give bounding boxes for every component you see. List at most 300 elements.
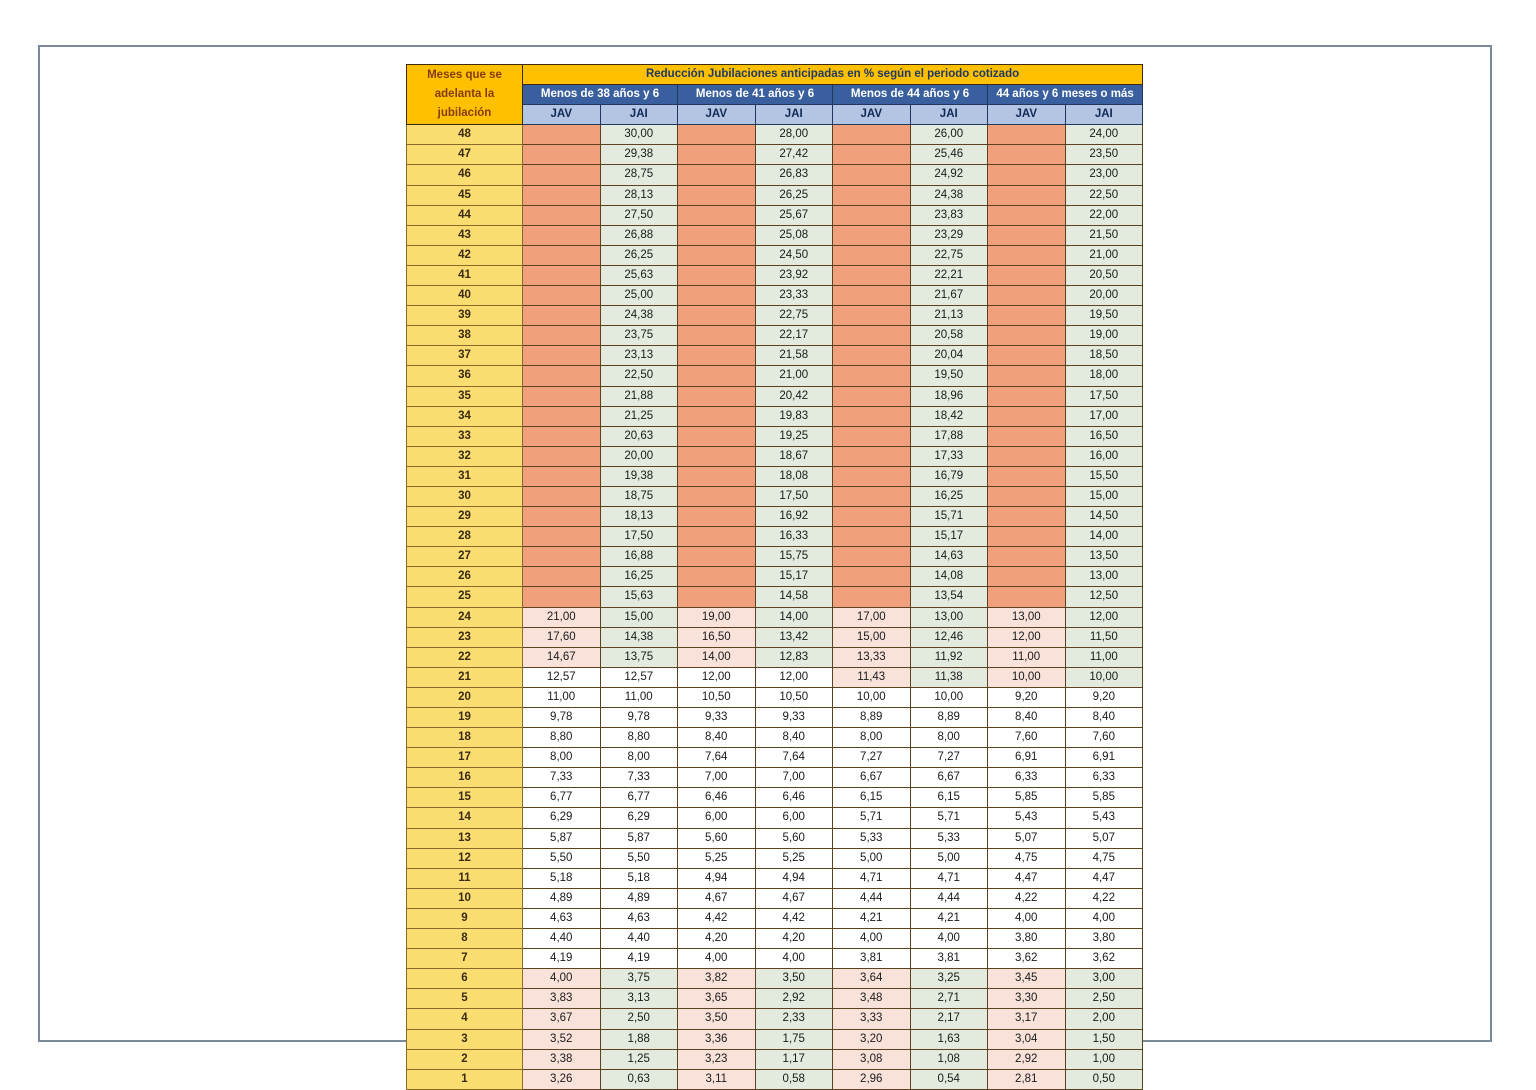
month-cell: 30 [407, 486, 523, 506]
jai-cell: 25,63 [600, 265, 678, 285]
jav-cell: 3,81 [833, 949, 911, 969]
month-cell: 3 [407, 1029, 523, 1049]
jai-cell: 16,25 [600, 567, 678, 587]
jav-cell: 3,08 [833, 1049, 911, 1069]
jai-cell: 22,50 [600, 366, 678, 386]
month-cell: 19 [407, 708, 523, 728]
jai-cell: 7,00 [755, 768, 833, 788]
jav-cell: 5,43 [988, 808, 1066, 828]
month-cell: 6 [407, 969, 523, 989]
months-header-cell [407, 65, 523, 125]
subheader-jav-0: JAV [523, 105, 601, 125]
jai-cell: 7,33 [600, 768, 678, 788]
jav-cell: 3,30 [988, 989, 1066, 1009]
jav-cell [678, 426, 756, 446]
jai-cell: 20,58 [910, 326, 988, 346]
table-row [407, 908, 1143, 928]
jai-cell: 5,18 [600, 868, 678, 888]
jai-cell: 17,50 [600, 527, 678, 547]
month-cell: 20 [407, 687, 523, 707]
jav-cell [523, 165, 601, 185]
jai-cell: 6,33 [1065, 768, 1143, 788]
jav-cell [678, 567, 756, 587]
jai-cell: 24,38 [910, 185, 988, 205]
jav-cell: 4,75 [988, 848, 1066, 868]
jav-cell: 4,44 [833, 888, 911, 908]
jav-cell [523, 426, 601, 446]
jav-cell [988, 145, 1066, 165]
jav-cell [988, 466, 1066, 486]
jav-cell: 6,29 [523, 808, 601, 828]
jai-cell: 26,25 [600, 245, 678, 265]
jav-cell [678, 306, 756, 326]
jav-cell [678, 346, 756, 366]
jai-cell: 28,75 [600, 165, 678, 185]
jai-cell: 11,38 [910, 667, 988, 687]
jav-cell: 6,00 [678, 808, 756, 828]
jav-cell [523, 145, 601, 165]
retirement-reduction-table [406, 64, 1143, 1090]
jav-cell [678, 587, 756, 607]
jai-cell: 8,80 [600, 728, 678, 748]
jav-cell [988, 346, 1066, 366]
jai-cell: 22,50 [1065, 185, 1143, 205]
jav-cell [833, 366, 911, 386]
jav-cell [988, 527, 1066, 547]
jai-cell: 15,00 [1065, 486, 1143, 506]
jav-cell: 4,00 [523, 969, 601, 989]
table-row [407, 306, 1143, 326]
jav-cell [523, 466, 601, 486]
jai-cell: 24,38 [600, 306, 678, 326]
jai-cell: 2,33 [755, 1009, 833, 1029]
month-cell: 22 [407, 647, 523, 667]
month-cell: 37 [407, 346, 523, 366]
jav-cell [678, 125, 756, 145]
jai-cell: 4,00 [1065, 908, 1143, 928]
jai-cell: 17,00 [1065, 406, 1143, 426]
subheader-jai-1: JAI [755, 105, 833, 125]
jai-cell: 20,00 [1065, 286, 1143, 306]
jai-cell: 4,44 [910, 888, 988, 908]
jav-cell [988, 587, 1066, 607]
jai-cell: 14,50 [1065, 507, 1143, 527]
jai-cell: 16,88 [600, 547, 678, 567]
jai-cell: 14,63 [910, 547, 988, 567]
jav-cell [988, 306, 1066, 326]
month-cell: 17 [407, 748, 523, 768]
table-row [407, 627, 1143, 647]
table-row [407, 527, 1143, 547]
jai-cell: 5,00 [910, 848, 988, 868]
jav-cell: 3,11 [678, 1069, 756, 1089]
jai-cell: 0,54 [910, 1069, 988, 1089]
jav-cell [833, 547, 911, 567]
jav-cell: 8,40 [988, 708, 1066, 728]
jai-cell: 20,63 [600, 426, 678, 446]
table-row [407, 848, 1143, 868]
table-body [407, 125, 1143, 1090]
jav-cell: 19,00 [678, 607, 756, 627]
jav-cell: 3,38 [523, 1049, 601, 1069]
jav-cell [833, 245, 911, 265]
jav-cell: 13,33 [833, 647, 911, 667]
jai-cell: 20,42 [755, 386, 833, 406]
month-cell: 27 [407, 547, 523, 567]
jav-cell [988, 366, 1066, 386]
jav-cell [678, 265, 756, 285]
jav-cell: 8,89 [833, 708, 911, 728]
jai-cell: 3,25 [910, 969, 988, 989]
subheader-jai-0: JAI [600, 105, 678, 125]
jav-cell: 4,19 [523, 949, 601, 969]
jav-cell: 3,83 [523, 989, 601, 1009]
month-cell: 39 [407, 306, 523, 326]
table-row [407, 507, 1143, 527]
jai-cell: 14,38 [600, 627, 678, 647]
jai-cell: 25,67 [755, 205, 833, 225]
jav-cell [988, 125, 1066, 145]
jai-cell: 16,79 [910, 466, 988, 486]
jav-cell: 4,42 [678, 908, 756, 928]
subheader-jav-2: JAV [833, 105, 911, 125]
month-cell: 1 [407, 1069, 523, 1089]
jai-cell: 7,60 [1065, 728, 1143, 748]
jai-cell: 1,63 [910, 1029, 988, 1049]
jav-cell [523, 527, 601, 547]
month-cell: 25 [407, 587, 523, 607]
month-cell: 4 [407, 1009, 523, 1029]
table-row [407, 1069, 1143, 1089]
month-cell: 41 [407, 265, 523, 285]
jai-cell: 13,75 [600, 647, 678, 667]
jai-cell: 1,17 [755, 1049, 833, 1069]
jav-cell: 6,67 [833, 768, 911, 788]
jav-cell [678, 486, 756, 506]
jav-cell: 12,57 [523, 667, 601, 687]
jav-cell [833, 346, 911, 366]
month-cell: 31 [407, 466, 523, 486]
jav-cell: 5,33 [833, 828, 911, 848]
jai-cell: 1,75 [755, 1029, 833, 1049]
jav-cell: 16,50 [678, 627, 756, 647]
jai-cell: 13,00 [1065, 567, 1143, 587]
month-cell: 18 [407, 728, 523, 748]
jai-cell: 6,67 [910, 768, 988, 788]
jai-cell: 16,00 [1065, 446, 1143, 466]
table-row [407, 1049, 1143, 1069]
table-row [407, 366, 1143, 386]
jav-cell [523, 486, 601, 506]
jai-cell: 21,88 [600, 386, 678, 406]
jai-cell: 23,00 [1065, 165, 1143, 185]
jav-cell [523, 567, 601, 587]
jai-cell: 3,13 [600, 989, 678, 1009]
table-row [407, 647, 1143, 667]
table-row [407, 708, 1143, 728]
jai-cell: 12,00 [755, 667, 833, 687]
month-cell: 23 [407, 627, 523, 647]
jai-cell: 19,25 [755, 426, 833, 446]
jav-cell: 3,82 [678, 969, 756, 989]
jav-cell: 14,00 [678, 647, 756, 667]
months-header-line-1: Meses que se [427, 69, 502, 81]
jai-cell: 16,25 [910, 486, 988, 506]
jai-cell: 3,81 [910, 949, 988, 969]
jai-cell: 2,92 [755, 989, 833, 1009]
jai-cell: 1,08 [910, 1049, 988, 1069]
jav-cell: 5,25 [678, 848, 756, 868]
table-row [407, 768, 1143, 788]
jav-cell: 5,18 [523, 868, 601, 888]
jai-cell: 20,04 [910, 346, 988, 366]
jav-cell: 4,94 [678, 868, 756, 888]
month-cell: 8 [407, 929, 523, 949]
jai-cell: 5,60 [755, 828, 833, 848]
jav-cell: 8,40 [678, 728, 756, 748]
month-cell: 44 [407, 205, 523, 225]
jai-cell: 2,50 [1065, 989, 1143, 1009]
jav-cell [678, 466, 756, 486]
jav-cell [833, 486, 911, 506]
jai-cell: 4,89 [600, 888, 678, 908]
jav-cell: 3,80 [988, 929, 1066, 949]
jai-cell: 4,67 [755, 888, 833, 908]
jai-cell: 21,00 [755, 366, 833, 386]
jav-cell: 11,00 [523, 687, 601, 707]
jav-cell [523, 587, 601, 607]
jai-cell: 8,00 [910, 728, 988, 748]
jav-cell: 5,50 [523, 848, 601, 868]
month-cell: 35 [407, 386, 523, 406]
jav-cell: 4,40 [523, 929, 601, 949]
jai-cell: 24,92 [910, 165, 988, 185]
jai-cell: 4,00 [910, 929, 988, 949]
month-cell: 38 [407, 326, 523, 346]
jav-cell: 3,52 [523, 1029, 601, 1049]
jav-cell [833, 507, 911, 527]
jav-cell [523, 547, 601, 567]
jai-cell: 18,00 [1065, 366, 1143, 386]
table-row [407, 567, 1143, 587]
jai-cell: 26,88 [600, 225, 678, 245]
month-cell: 36 [407, 366, 523, 386]
jai-cell: 4,19 [600, 949, 678, 969]
jai-cell: 15,17 [755, 567, 833, 587]
table-row [407, 687, 1143, 707]
month-cell: 43 [407, 225, 523, 245]
jai-cell: 5,50 [600, 848, 678, 868]
jai-cell: 23,29 [910, 225, 988, 245]
jai-cell: 9,78 [600, 708, 678, 728]
table-row [407, 547, 1143, 567]
jai-cell: 4,22 [1065, 888, 1143, 908]
jai-cell: 18,96 [910, 386, 988, 406]
jav-cell [523, 125, 601, 145]
jai-cell: 4,75 [1065, 848, 1143, 868]
table-row [407, 969, 1143, 989]
jav-cell: 7,27 [833, 748, 911, 768]
jai-cell: 8,89 [910, 708, 988, 728]
jai-cell: 26,00 [910, 125, 988, 145]
jai-cell: 12,46 [910, 627, 988, 647]
jai-cell: 3,75 [600, 969, 678, 989]
jav-cell: 8,00 [833, 728, 911, 748]
jai-cell: 21,00 [1065, 245, 1143, 265]
subheader-jav-1: JAV [678, 105, 756, 125]
jai-cell: 3,00 [1065, 969, 1143, 989]
month-cell: 26 [407, 567, 523, 587]
jav-cell: 4,00 [833, 929, 911, 949]
jai-cell: 18,42 [910, 406, 988, 426]
jav-cell: 3,20 [833, 1029, 911, 1049]
jai-cell: 1,00 [1065, 1049, 1143, 1069]
jav-cell: 3,62 [988, 949, 1066, 969]
month-cell: 46 [407, 165, 523, 185]
jav-cell: 10,00 [833, 687, 911, 707]
jai-cell: 17,50 [1065, 386, 1143, 406]
group-header-0: Menos de 38 años y 6 [523, 85, 678, 105]
table-row [407, 1009, 1143, 1029]
jav-cell [833, 587, 911, 607]
jai-cell: 27,42 [755, 145, 833, 165]
jav-cell [833, 426, 911, 446]
jai-cell: 8,40 [1065, 708, 1143, 728]
table-row [407, 1029, 1143, 1049]
jai-cell: 4,42 [755, 908, 833, 928]
table-row [407, 165, 1143, 185]
jav-cell [523, 205, 601, 225]
jai-cell: 30,00 [600, 125, 678, 145]
table-row [407, 185, 1143, 205]
jav-cell [833, 265, 911, 285]
jav-cell: 3,50 [678, 1009, 756, 1029]
jai-cell: 6,77 [600, 788, 678, 808]
jav-cell [523, 265, 601, 285]
jav-cell [988, 205, 1066, 225]
jav-cell [523, 386, 601, 406]
jav-cell: 5,00 [833, 848, 911, 868]
jai-cell: 3,50 [755, 969, 833, 989]
jai-cell: 18,50 [1065, 346, 1143, 366]
month-cell: 14 [407, 808, 523, 828]
jav-cell [678, 547, 756, 567]
jai-cell: 26,83 [755, 165, 833, 185]
jai-cell: 16,92 [755, 507, 833, 527]
jav-cell [678, 245, 756, 265]
jai-cell: 6,91 [1065, 748, 1143, 768]
jai-cell: 5,33 [910, 828, 988, 848]
jav-cell [833, 286, 911, 306]
jai-cell: 0,63 [600, 1069, 678, 1089]
jai-cell: 13,42 [755, 627, 833, 647]
table-row [407, 145, 1143, 165]
table-row [407, 667, 1143, 687]
jai-cell: 4,47 [1065, 868, 1143, 888]
jai-cell: 21,25 [600, 406, 678, 426]
jav-cell [833, 205, 911, 225]
jav-cell: 7,64 [678, 748, 756, 768]
jai-cell: 19,38 [600, 466, 678, 486]
jai-cell: 11,50 [1065, 627, 1143, 647]
jav-cell: 8,00 [523, 748, 601, 768]
jav-cell: 7,33 [523, 768, 601, 788]
jai-cell: 3,62 [1065, 949, 1143, 969]
table-row [407, 446, 1143, 466]
group-header-3: 44 años y 6 meses o más [988, 85, 1143, 105]
jav-cell [833, 125, 911, 145]
jav-cell [523, 306, 601, 326]
jav-cell [833, 567, 911, 587]
jai-cell: 4,94 [755, 868, 833, 888]
month-cell: 48 [407, 125, 523, 145]
retirement-reduction-table-wrapper [406, 64, 1142, 1090]
jav-cell [988, 265, 1066, 285]
jai-cell: 11,00 [1065, 647, 1143, 667]
jav-cell [678, 286, 756, 306]
month-cell: 47 [407, 145, 523, 165]
months-header-line-2: adelanta la [434, 88, 495, 101]
jav-cell [678, 386, 756, 406]
month-cell: 33 [407, 426, 523, 446]
jai-cell: 15,71 [910, 507, 988, 527]
jai-cell: 14,00 [755, 607, 833, 627]
month-cell: 24 [407, 607, 523, 627]
header-row-title [407, 65, 1143, 85]
table-row [407, 587, 1143, 607]
jav-cell [988, 326, 1066, 346]
jai-cell: 5,87 [600, 828, 678, 848]
jai-cell: 10,50 [755, 687, 833, 707]
jav-cell [988, 547, 1066, 567]
jai-cell: 17,33 [910, 446, 988, 466]
jai-cell: 26,25 [755, 185, 833, 205]
jav-cell: 2,96 [833, 1069, 911, 1089]
jai-cell: 13,50 [1065, 547, 1143, 567]
table-row [407, 949, 1143, 969]
jai-cell: 21,67 [910, 286, 988, 306]
jav-cell: 5,07 [988, 828, 1066, 848]
jai-cell: 13,54 [910, 587, 988, 607]
jai-cell: 15,00 [600, 607, 678, 627]
table-row [407, 225, 1143, 245]
jav-cell [833, 386, 911, 406]
jai-cell: 9,33 [755, 708, 833, 728]
jav-cell [833, 406, 911, 426]
month-cell: 12 [407, 848, 523, 868]
jai-cell: 12,57 [600, 667, 678, 687]
month-cell: 42 [407, 245, 523, 265]
jav-cell [988, 567, 1066, 587]
jai-cell: 2,71 [910, 989, 988, 1009]
jav-cell [833, 165, 911, 185]
jav-cell: 9,20 [988, 687, 1066, 707]
table-row [407, 286, 1143, 306]
month-cell: 11 [407, 868, 523, 888]
document-page [38, 45, 1492, 1085]
jav-cell [833, 466, 911, 486]
table-row [407, 245, 1143, 265]
jav-cell [988, 426, 1066, 446]
jav-cell: 4,00 [678, 949, 756, 969]
jav-cell: 4,22 [988, 888, 1066, 908]
jai-cell: 6,00 [755, 808, 833, 828]
table-header [407, 65, 1143, 125]
jai-cell: 23,13 [600, 346, 678, 366]
jav-cell: 7,00 [678, 768, 756, 788]
jai-cell: 23,33 [755, 286, 833, 306]
jav-cell [678, 446, 756, 466]
